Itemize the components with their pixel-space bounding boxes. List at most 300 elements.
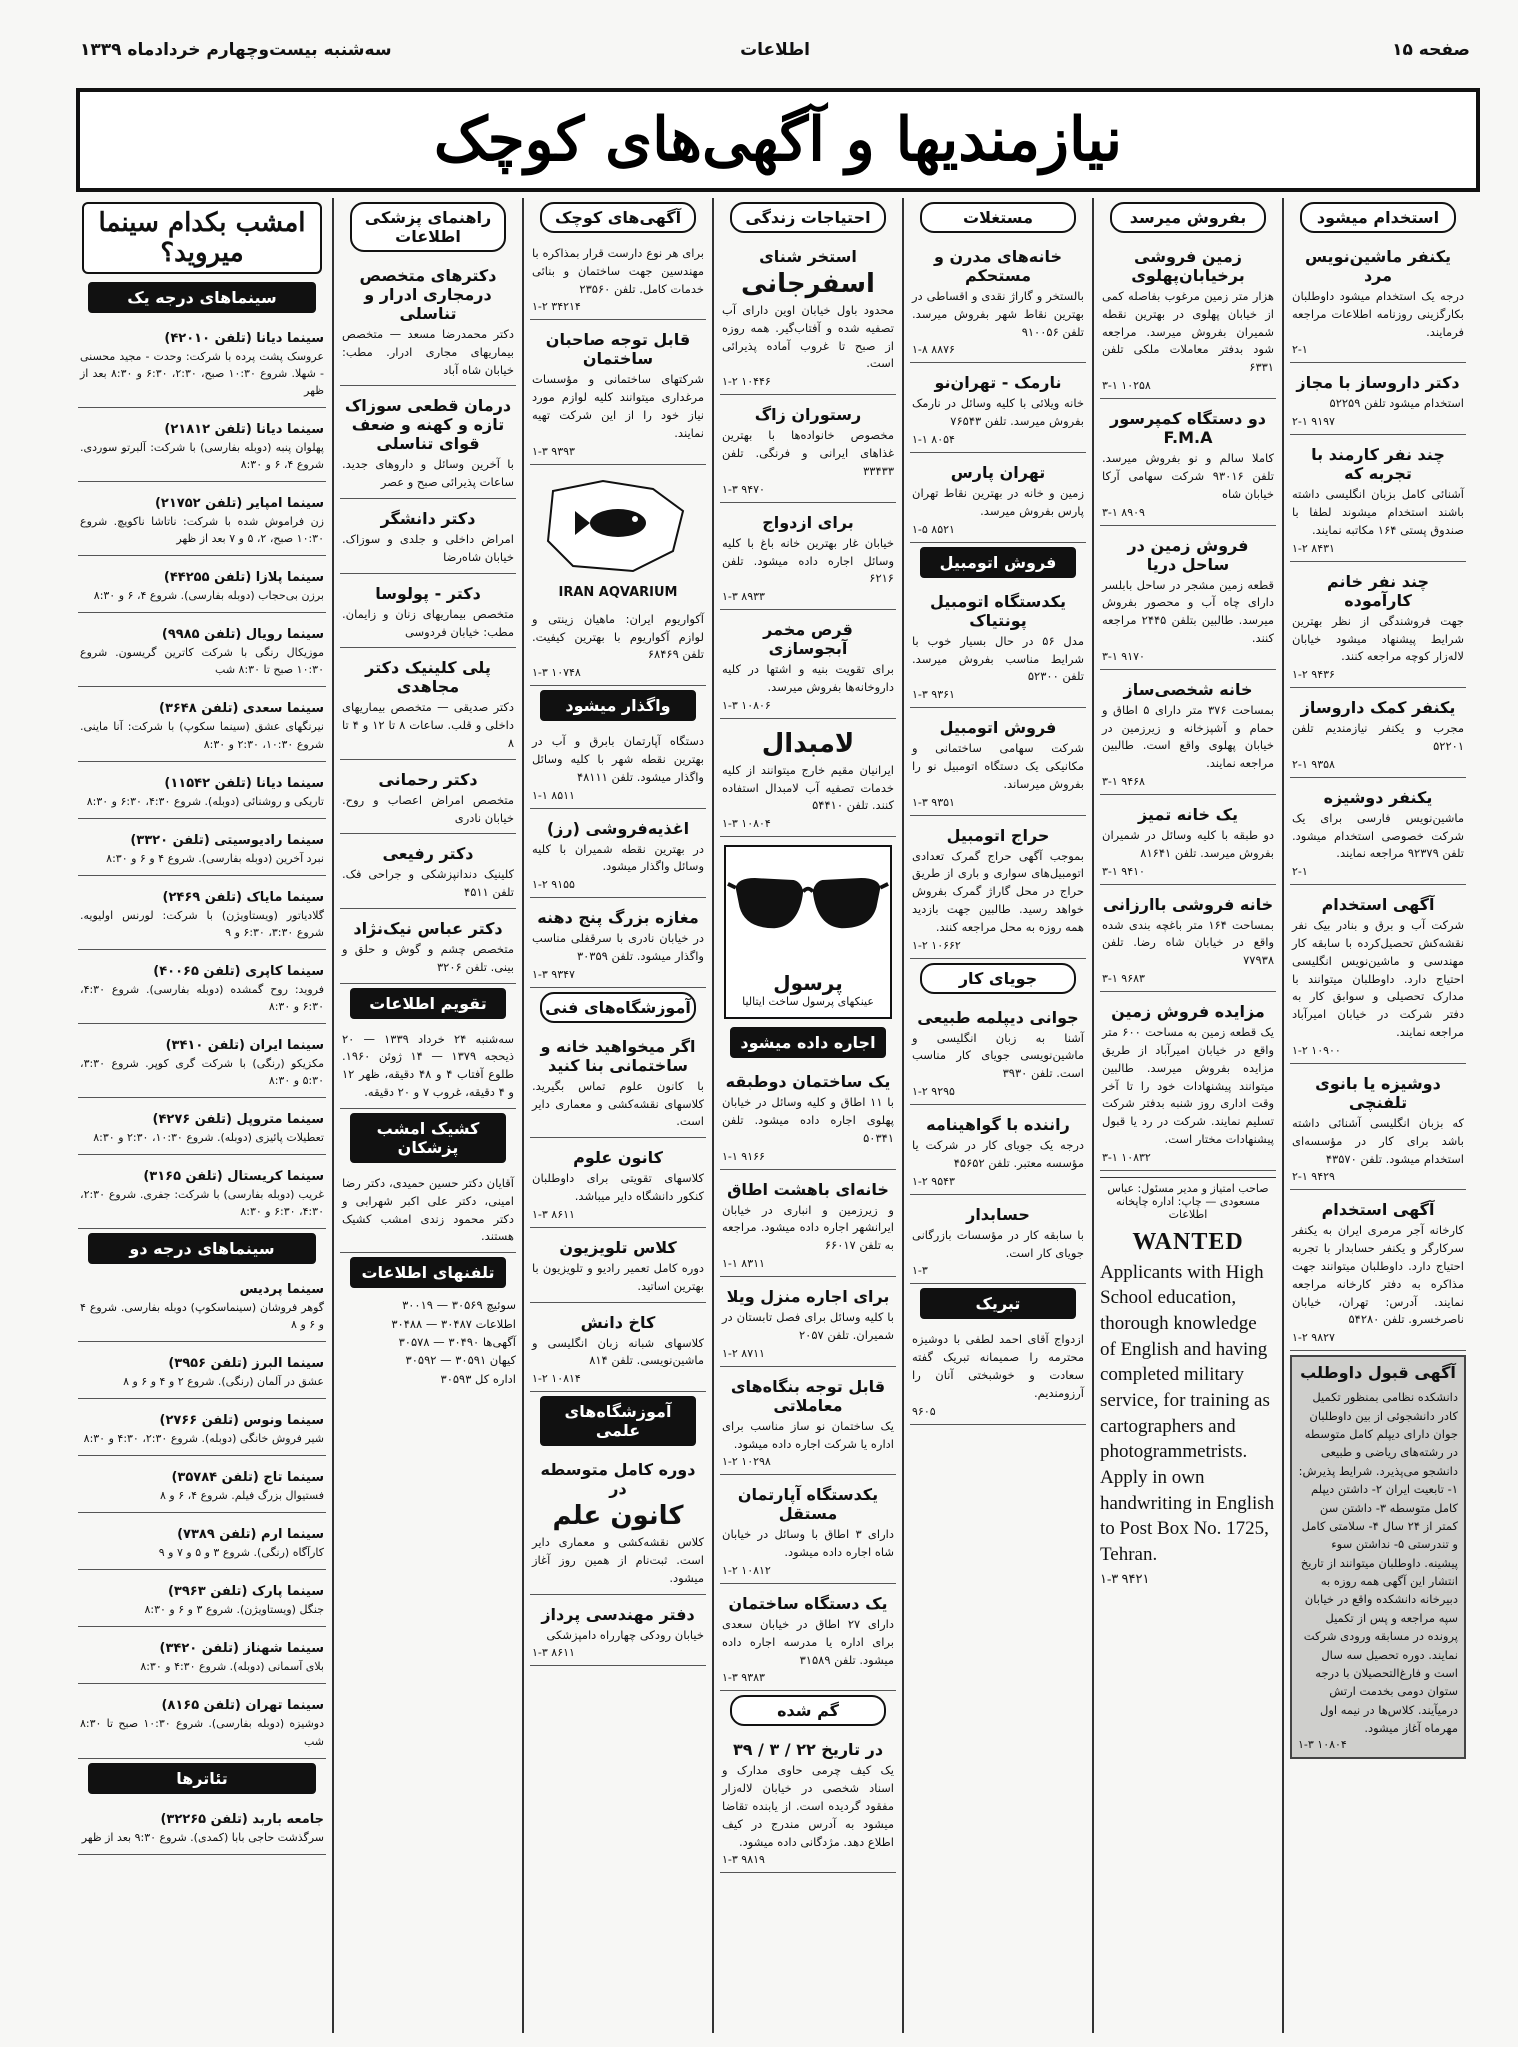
ad-code: ۹۶۰۵ bbox=[912, 1404, 936, 1418]
aquarium-caption: IRAN AQVARIUM bbox=[558, 584, 678, 600]
classified-ad bbox=[720, 1066, 896, 1169]
ad-heading: زمین فروشی برخیابان‌پهلوی bbox=[1131, 247, 1245, 285]
ad-heading: قابل توجه بنگاه‌های معاملاتی bbox=[730, 1376, 886, 1415]
cinema-program: شیر فروش خانگی (دوبله). شروع ۲:۳۰، ۴:۳۰ و ۸:۳۰ bbox=[83, 1432, 324, 1446]
ad-text: آشنا به زبان انگلیسی و ماشین‌نویسی جویای کار مناسب است. تلفن ۳۹۳۰ bbox=[912, 1030, 1084, 1081]
masthead-title: نیازمندیها و آگهی‌های کوچک bbox=[433, 105, 1123, 175]
cinema-listing bbox=[78, 1517, 326, 1570]
cinema-name: سینما پردیس bbox=[239, 1282, 324, 1298]
ad-heading: یک دستگاه ساختمان bbox=[728, 1593, 888, 1613]
ad-list bbox=[910, 1327, 1086, 1424]
ad-text: با آخرین وسائل و داروهای جدید. ساعات پذیرائی صبح و عصر bbox=[342, 457, 514, 490]
ad-text: کلاسهای تقویتی برای داوطلبان کنکور دانشگاه دایر میباشد. bbox=[532, 1171, 704, 1204]
ad-code: ۲-۱ bbox=[1292, 343, 1308, 357]
cinema-program: نبرد آخرین (دوبله بفارسی). شروع ۴ و ۶ و ۸:۳۰ bbox=[106, 851, 324, 865]
ad-code: ۱-۳ ۹۳۹۳ bbox=[532, 444, 575, 458]
ad-text: شرکت آب و برق و بنادر بیک نفر نقشه‌کش تحصیل‌کرده با سابقه کار مهندسی و ماشین‌نویس انگلیسی احتیاج دارد. داوطلبان میتوانند با مدارک تحصیلی و سوابق کار به دفتر شرکت در خیابان امیرآباد مراجعه نمایند. bbox=[1292, 918, 1464, 1040]
cinema-program: گلادیاتور (ویستاویژن) با شرکت: لورنس اولیویه. شروع ۳:۳۰، ۶:۳۰ و ۹ bbox=[80, 908, 324, 939]
section-title: آگهی‌های کوچک bbox=[540, 202, 696, 233]
cinema-listing bbox=[78, 321, 326, 408]
section-title: آموزشگاه‌های فنی bbox=[540, 992, 696, 1023]
ad-text: با ۱۱ اطاق و کلیه وسائل در خیابان پهلوی اجاره داده میشود. تلفن ۵۰۳۴۱ bbox=[722, 1095, 894, 1145]
ad-code: ۳-۱ ۹۴۶۸ bbox=[1102, 775, 1145, 788]
cinema-name: سینما متروپل (تلفن ۴۲۷۶) bbox=[152, 1111, 324, 1127]
ad-heading: تهران پارس bbox=[950, 463, 1046, 483]
ad-code: ۱-۵ ۸۵۲۱ bbox=[912, 522, 955, 536]
classified-ad bbox=[530, 1142, 706, 1228]
ad-text: یک قطعه زمین به مساحت ۶۰۰ متر واقع در خیابان امیرآباد از طریق مزایده بفروش میرسد. طالبین میتوانند پیشنهادات خود را تا آخر وقت اداری روز شنبه بدفتر شرکت تسلیم نمایند. شرکت در رد یا قبول پیشنهادات مختار است. bbox=[1102, 1025, 1274, 1146]
ad-list bbox=[530, 1454, 706, 1666]
classified-ad bbox=[340, 503, 516, 574]
ad-heading: دوشیزه یا بانوی تلفنچی bbox=[1315, 1073, 1441, 1112]
ad-text: بمساحت ۳۷۶ متر دارای ۵ اطاق و حمام و آشپزخانه و زیرزمین در خیابان پهلوی واقع است. طالبین مراجعه نمایند. bbox=[1102, 702, 1274, 771]
ad-code: ۱-۲ ۱۰۲۹۸ bbox=[722, 1455, 771, 1469]
phones-title: تلفنهای اطلاعات bbox=[350, 1257, 506, 1288]
ad-code: ۲-۱ ۹۴۲۹ bbox=[1292, 1170, 1335, 1184]
notice-title: آگهی قبول داوطلب bbox=[1300, 1363, 1456, 1383]
ad-text: کاملا سالم و نو بفروش میرسد. تلفن ۹۳۰۱۶ شرکت سهامی آرکا خیابان شاه bbox=[1102, 451, 1274, 501]
cinema-listing bbox=[78, 691, 326, 761]
ad-text: زمین و خانه در بهترین نقاط تهران پارس بفروش میرسد. bbox=[912, 486, 1084, 518]
cinema-name: سینما ارم (تلفن ۷۳۸۹) bbox=[177, 1527, 324, 1543]
ad-code: ۱-۳ ۹۴۲۱ bbox=[1100, 1571, 1150, 1587]
ad-code: ۱-۳ ۱۰۸۰۴ bbox=[722, 817, 771, 831]
ad-text: درجه یک استخدام میشود داوطلبان بکارگزینی روزنامه اطلاعات مراجعه فرمایند. bbox=[1292, 289, 1464, 339]
column-cinemas bbox=[72, 198, 332, 2033]
cinema-listing bbox=[78, 1460, 326, 1513]
ad-heading: راننده با گواهینامه bbox=[926, 1115, 1070, 1135]
ad-code: ۱-۲ ۱۰۴۴۶ bbox=[722, 375, 771, 389]
ad-heading: خانه شخصی‌ساز bbox=[1123, 679, 1253, 699]
classified-ad bbox=[1100, 799, 1276, 885]
cinema-program: فستیوال بزرگ فیلم. شروع ۴، ۶ و ۸ bbox=[159, 1489, 324, 1503]
ad-list bbox=[530, 241, 706, 465]
calendar-text: سه‌شنبه ۲۴ خرداد ۱۳۳۹ — ۲۰ ذیحجه ۱۳۷۹ — ۱۴ ژوئن ۱۹۶۰. طلوع آفتاب ۴ و ۴۸ دقیقه، ظهر ۱۲ و ۴ دقیقه، غروب ۷ و ۲۰ دقیقه. bbox=[342, 1031, 515, 1100]
ad-text: بالستخر و گاراژ نقدی و اقساطی در بهترین نقاط شهر بفروش میرسد. تلفن ۹۱۰۰۵۶ bbox=[912, 289, 1084, 339]
sunglasses-icon bbox=[726, 847, 890, 967]
classified-ad bbox=[530, 1232, 706, 1303]
classified-ad bbox=[910, 712, 1086, 815]
ad-code: ۱-۳ ۱۰۸۰۴ bbox=[1298, 1737, 1347, 1751]
ad-list bbox=[1290, 241, 1466, 1351]
ad-text: بموجب آگهی حراج گمرک تعدادی اتومبیل‌های سواری و باری از طریق حراج در محل گاراژ گمرک بفروش خواهد رسید. طالبین جهت بازدید همه روزه به محل مراجعه کنند. bbox=[912, 848, 1084, 934]
ad-text: متخصص امراض اعصاب و روح. خیابان نادری bbox=[342, 792, 514, 825]
section-title: آموزشگاه‌های علمی bbox=[540, 1396, 696, 1446]
cinema-program: تاریکی و روشنائی (دوبله). شروع ۴:۳۰، ۶:۳۰ و ۸:۳۰ bbox=[86, 794, 324, 808]
cinema-listing bbox=[78, 880, 326, 950]
classified-ad bbox=[530, 813, 706, 899]
phone-line: اطلاعات ۳۰۴۸۷ — ۳۰۴۸۸ bbox=[391, 1316, 516, 1331]
ad-heading: یکدستگاه اتومبیل پونتیاک bbox=[930, 591, 1066, 630]
classified-ad bbox=[910, 241, 1086, 363]
classified-ad bbox=[340, 838, 516, 909]
ad-text: مدل ۵۶ در حال بسیار خوب با شرایط مناسب بفروش میرسد. تلفن ۵۲۳۰۰ bbox=[912, 633, 1084, 684]
ad-text: آکواریوم ایران: ماهیان زینتی و لوازم آکواریوم با بهترین کیفیت. تلفن ۶۸۴۶۹ bbox=[532, 611, 704, 662]
fish-map-icon bbox=[530, 471, 706, 581]
classified-ad bbox=[910, 1002, 1086, 1105]
column-life-needs bbox=[712, 198, 902, 2033]
ad-text: خانه ویلائی با کلیه وسائل در نارمک بفروش میرسد. تلفن ۷۶۵۴۳ bbox=[912, 396, 1084, 429]
classified-ad bbox=[720, 614, 896, 719]
ad-heading: اگر میخواهید خانه و ساختمانی بنا کنید bbox=[540, 1036, 696, 1075]
classified-ad bbox=[910, 367, 1086, 453]
cinema-program: موزیکال رنگی با شرکت کاترین گریسون. شروع ۱۰:۳۰ صبح تا ۸:۳۰ شب bbox=[80, 646, 324, 677]
section-title: گم شده bbox=[730, 1695, 886, 1726]
persol-brand: پرسول bbox=[773, 971, 843, 996]
classified-ad bbox=[530, 1599, 706, 1667]
ad-code: ۱-۳ ۱۰۷۴۸ bbox=[532, 666, 581, 680]
ad-text: و زیرزمین و انباری در خیابان ایرانشهر اجاره داده میشود. مراجعه به تلفن ۶۶۰۱۷ bbox=[722, 1202, 894, 1253]
ad-heading: قابل توجه صاحبان ساختمان bbox=[545, 330, 691, 369]
ad-list bbox=[720, 241, 896, 837]
pharmacy-text: آقایان دکتر حسین حمیدی، دکتر رضا امینی، دکتر علی اکبر شهرابی و دکتر محمود زندی امشب کشیک هستند. bbox=[342, 1175, 514, 1244]
ad-text: کلاس نقشه‌کشی و معماری دایر است. ثبت‌نام از همین روز آغاز میشود. bbox=[532, 1535, 704, 1585]
ad-text: دو طبقه با کلیه وسائل در شمیران بفروش میرسد. تلفن ۸۱۶۴۱ bbox=[1102, 828, 1274, 860]
ad-code: ۱-۳ ۹۳۵۱ bbox=[912, 795, 955, 809]
ad-text: دارای ۲۷ اطاق در خیابان سعدی برای اداره یا مدرسه اجاره داده میشود. تلفن ۳۱۵۸۹ bbox=[722, 1616, 894, 1667]
classified-ad bbox=[910, 1109, 1086, 1195]
cinema-program: گوهر فروشان (سینماسکوپ) دوبله بفارسی. شروع ۴ و ۶ و ۸ bbox=[80, 1301, 324, 1332]
cinema-program: زن فراموش شده با شرکت: ناتاشا ناکویچ. شروع ۱۰:۳۰ صبح، ۲، ۵ و ۷ بعد از ظهر bbox=[80, 515, 324, 546]
cinema-list bbox=[78, 1802, 326, 1855]
ad-code: ۱-۲ ۹۵۴۳ bbox=[912, 1174, 955, 1188]
ad-heading: پلی کلینیک دکتر مجاهدی bbox=[365, 658, 491, 697]
ad-heading: حراج اتومبیل bbox=[946, 825, 1050, 845]
cinema-program: تعطیلات پائیزی (دوبله). شروع ۱۰:۳۰، ۲:۳۰ و ۸:۳۰ bbox=[93, 1130, 324, 1144]
phone-line: سوئیچ ۳۰۵۶۹ — ۳۰۰۱۹ bbox=[402, 1298, 516, 1313]
cinema-listing bbox=[78, 954, 326, 1024]
ad-code: ۱-۱ ۸۳۱۱ bbox=[722, 1257, 765, 1271]
cinema-name: سینما ونوس (تلفن ۲۷۶۶) bbox=[159, 1413, 324, 1429]
pharmacy-title: کشیک امشب پزشکان bbox=[350, 1113, 506, 1163]
cinema-program: بلای آسمانی (دوبله). شروع ۴:۳۰ و ۸:۳۰ bbox=[140, 1660, 324, 1674]
section-title: سینماهای درجه دو bbox=[88, 1233, 316, 1264]
ad-text: هزار متر زمین مرغوب بفاصله کمی از خیابان پهلوی در بهترین نقطه شمیران بفروش میرسد. مراجعه شود بدفتر معاملات ملکی تلفن ۶۳۳۱ bbox=[1102, 289, 1274, 375]
issue-date: سه‌شنبه بیست‌وچهارم خردادماه ۱۳۳۹ bbox=[80, 40, 392, 60]
cinema-listing bbox=[78, 560, 326, 613]
cinema-list bbox=[78, 321, 326, 1229]
ad-heading: رستوران زاگ bbox=[754, 405, 862, 425]
cinema-name: سینما مایاک (تلفن ۲۴۶۹) bbox=[162, 889, 324, 905]
classified-ad bbox=[1290, 782, 1466, 885]
ad-heading: یک خانه تمیز bbox=[1138, 805, 1238, 824]
ad-heading: مزایده فروش زمین bbox=[1111, 1002, 1265, 1022]
ad-text: با کلیه وسائل برای فصل تابستان در شمیران. تلفن ۲۰۵۷ bbox=[722, 1310, 894, 1342]
classified-ad bbox=[1290, 889, 1466, 1064]
classified-ad bbox=[530, 1454, 706, 1594]
classified-ad bbox=[1100, 889, 1276, 992]
cinema-program: کارآگاه (رنگی). شروع ۳ و ۵ و ۷ و ۹ bbox=[158, 1546, 324, 1560]
ad-code: ۱-۲ ۱۰۸۱۲ bbox=[722, 1563, 771, 1577]
ad-text: برای هر نوع دارست قرار بمذاکره با مهندسین جهت ساختمان و بنائی خدمات کامل. تلفن ۲۳۵۶۰ bbox=[532, 246, 704, 296]
ad-text: دکتر محمدرضا مسعد — متخصص بیماریهای مجاری ادرار. مطب: خیابان شاه آباد bbox=[342, 327, 514, 377]
ad-text: دارای ۳ اطاق با وسائل در خیابان شاه اجاره داده میشود. bbox=[722, 1527, 894, 1560]
ad-text: بمساحت ۱۶۴ متر باغچه بندی شده واقع در خیابان شاه رضا. تلفن ۷۷۹۳۸ bbox=[1102, 917, 1275, 968]
ad-heading: درمان قطعی سوزاک تازه و کهنه و ضعف قوای تناسلی bbox=[344, 396, 512, 454]
ad-text: یک کیف چرمی حاوی مدارک و اسناد شخصی در خیابان لاله‌زار مفقود گردیده است. از یابنده تقاضا میشود به آدرس مندرج در کیف اطلاع دهد. مژدگانی داده میشود. bbox=[722, 1763, 894, 1849]
newspaper-name: اطلاعات bbox=[740, 40, 810, 60]
ad-text: کلاسهای شبانه زبان انگلیسی و ماشین‌نویسی. تلفن ۸۱۴ bbox=[532, 1335, 704, 1368]
ad-heading: یکنفر ماشین‌نویس مرد bbox=[1304, 247, 1452, 285]
ad-text: جهت فروشندگی از نظر بهترین شرایط پیشنهاد میشود خیابان لاله‌زار کوچه مراجعه کنند. bbox=[1292, 613, 1464, 664]
section-title: تبریک bbox=[920, 1288, 1076, 1319]
ad-heading: در تاریخ ۲۲ / ۳ / ۳۹ bbox=[732, 1740, 884, 1760]
ad-text: دستگاه آپارتمان بابرق و آب در بهترین نقطه شهر با کلیه وسائل واگذار میشود. تلفن ۴۸۱۱۱ bbox=[532, 734, 704, 784]
ad-text: با کانون علوم تماس بگیرید. کلاسهای نقشه‌کشی و معماری دایر است. bbox=[532, 1078, 704, 1129]
ad-text: دکتر صدیقی — متخصص بیماریهای داخلی و قلب. ساعات ۸ تا ۱۲ و ۴ تا ۸ bbox=[342, 700, 514, 750]
cinema-listing bbox=[78, 1102, 326, 1155]
ad-heading: جوانی دیپلمه طبیعی bbox=[917, 1007, 1079, 1027]
ad-heading: اغذیه‌فروشی (رز) bbox=[546, 818, 690, 838]
ad-heading: برای اجاره منزل ویلا bbox=[726, 1287, 890, 1307]
classified-ad bbox=[340, 764, 516, 835]
publisher-credit: صاحب امتیاز و مدیر مسئول: عباس مسعودی — چاپ: اداره چاپخانه اطلاعات bbox=[1100, 1177, 1276, 1221]
cinema-program: مکزیکو (رنگی) با شرکت گری کوپر. شروع ۳:۳۰، ۵:۳۰ و ۸:۳۰ bbox=[80, 1056, 324, 1087]
ad-code: ۱-۲ ۸۷۱۱ bbox=[722, 1346, 765, 1360]
ad-text: مجرب و یکنفر نیازمندیم تلفن ۵۲۲۰۱ bbox=[1292, 721, 1464, 753]
cinema-listing bbox=[78, 1159, 326, 1229]
notice-text: دانشکده نظامی بمنظور تکمیل کادر دانشجوئی از بین داوطلبان جوان دارای دیپلم کامل متوسطه در رشته‌های ریاضی و طبیعی دانشجو می‌پذیرد. شرایط پذیرش: ۱- تابعیت ایران ۲- داشتن دیپلم کامل متوسطه ۳- داشتن سن کمتر از ۲۴ سال ۴- سلامتی کامل و تندرستی ۵- نداشتن سوء پیشینه. داوطلبان میتوانند از تاریخ انتشار این آگهی همه روزه به دبیرخانه دانشکده واقع در خیابان سپه مراجعه و پس از تکمیل پرونده در مسابقه ورودی شرکت نمایند. دوره تحصیل سه سال است و فارغ‌التحصیلان با درجه ستوان دومی بخدمت ارتش درمیآیند. کلاس‌ها در نیمه اول مهرماه آغاز میشود. bbox=[1298, 1390, 1458, 1736]
ad-heading: یکدستگاه آپارتمان مستقل bbox=[737, 1485, 879, 1524]
classified-ad bbox=[1290, 566, 1466, 688]
classified-ad bbox=[1290, 241, 1466, 363]
ad-code: ۱-۲ ۹۲۹۵ bbox=[912, 1085, 955, 1099]
cinema-name: سینما تاج (تلفن ۳۵۷۸۴) bbox=[171, 1470, 324, 1486]
ad-heading: چند نفر خانم کارآموده bbox=[1326, 571, 1429, 610]
masthead bbox=[76, 88, 1480, 192]
classified-ad bbox=[720, 1281, 896, 1367]
ad-code: ۳-۱ ۱۰۲۵۸ bbox=[1102, 379, 1151, 393]
column-for-sale bbox=[1092, 198, 1282, 2033]
ad-code: ۱-۳ ۸۶۱۱ bbox=[532, 1207, 575, 1221]
aquarium-advert bbox=[530, 471, 706, 601]
ad-text: در بهترین نقطه شمیران با کلیه وسائل واگذار میشود. bbox=[532, 841, 704, 874]
cinema-program: پهلوان پنبه (دوبله بفارسی) با شرکت: آلبرتو سوردی. شروع ۴، ۶ و ۸:۳۰ bbox=[80, 441, 324, 472]
classified-ad bbox=[1100, 674, 1276, 795]
classified-ad bbox=[1100, 403, 1276, 525]
cinema-name: سینما امپایر (تلفن ۲۱۷۵۲) bbox=[154, 496, 324, 512]
calendar-title: تقویم اطلاعات bbox=[350, 988, 506, 1019]
ad-code: ۱-۲ ۸۴۳۱ bbox=[1292, 541, 1335, 555]
ad-headline: لامبدال bbox=[761, 728, 855, 759]
ad-headline: کانون علم bbox=[552, 1501, 684, 1532]
ad-code: ۱-۲ ۱۰۹۰۰ bbox=[1292, 1043, 1341, 1057]
cinema-listing bbox=[78, 1403, 326, 1456]
ad-heading: خانه فروشی باارزانی bbox=[1102, 894, 1274, 914]
cinema-list bbox=[78, 1272, 326, 1758]
ad-code: ۱-۲ ۱۰۶۶۲ bbox=[912, 938, 961, 952]
cinema-program: دوشیزه (دوبله بفارسی). شروع ۱۰:۳۰ صبح تا ۸:۳۰ شب bbox=[80, 1717, 324, 1748]
ad-code: ۳-۱ ۸۹۰۹ bbox=[1102, 505, 1145, 519]
ad-heading: فروش اتومبیل bbox=[939, 718, 1057, 738]
ad-code: ۱-۱ ۹۱۶۶ bbox=[722, 1149, 765, 1163]
ad-heading: برای ازدواج bbox=[762, 512, 854, 532]
cinema-listing bbox=[78, 1028, 326, 1098]
ad-heading: دوره کامل متوسطه در bbox=[540, 1460, 696, 1499]
ad-code: ۱-۳ ۹۴۷۰ bbox=[722, 482, 765, 496]
cinema-program: فروید: روح گمشده (دوبله بفارسی). شروع ۴:۳۰، ۶:۳۰ و ۸:۳۰ bbox=[80, 982, 324, 1013]
cinema-listing bbox=[78, 412, 326, 482]
classified-ad bbox=[1290, 1194, 1466, 1351]
cinema-listing bbox=[78, 823, 326, 876]
ad-text: کارخانه آجر مرمری ایران به یکنفر سرکارگر و یکنفر حسابدار با تجربه احتیاج دارد. داوطلبان میتوانند جهت مذاکره به دفتر کارخانه مراجعه نمایند. آدرس: تهران، خیابان ناصرخسرو. تلفن ۵۴۲۸۰ bbox=[1292, 1223, 1464, 1327]
classified-ad bbox=[1290, 1068, 1466, 1190]
ad-code: ۱-۱ ۸۵۱۱ bbox=[532, 788, 575, 802]
cinema-name: سینما پارک (تلفن ۳۹۶۳) bbox=[167, 1584, 324, 1600]
cinema-name: سینما شهناز (تلفن ۳۴۲۰) bbox=[159, 1641, 324, 1657]
ad-code: ۱-۳ bbox=[912, 1264, 928, 1278]
cinema-listing bbox=[78, 766, 326, 819]
classified-ad bbox=[910, 457, 1086, 543]
cinema-name: سینما البرز (تلفن ۳۹۵۶) bbox=[168, 1356, 324, 1372]
ad-heading: یکنفر دوشیزه bbox=[1323, 787, 1433, 807]
ad-code: ۱-۳ ۹۳۶۱ bbox=[912, 688, 955, 702]
ad-heading: آگهی استخدام bbox=[1321, 895, 1435, 915]
classified-ad bbox=[340, 260, 516, 386]
ad-list bbox=[720, 1734, 896, 1873]
ad-heading: دکتر داروساز با مجاز bbox=[1296, 373, 1460, 393]
classified-ad bbox=[720, 241, 896, 395]
classified-ad bbox=[530, 324, 706, 464]
section-title: بفروش میرسد bbox=[1110, 202, 1266, 233]
ad-text: برای تقویت بنیه و اشتها در کلیه داروخانه‌ها بفروش میرسد. bbox=[722, 662, 894, 694]
classified-ad bbox=[910, 820, 1086, 959]
persol-advert bbox=[724, 845, 892, 1019]
ad-code: ۲-۱ ۹۳۵۸ bbox=[1292, 757, 1335, 771]
section-title: استخدام میشود bbox=[1300, 202, 1456, 233]
ad-text: یک ساختمان نو ساز مناسب برای اداره یا شرکت اجاره داده میشود. bbox=[722, 1418, 894, 1451]
ad-list bbox=[340, 260, 516, 984]
section-title: راهنمای پزشکی اطلاعات bbox=[350, 202, 506, 252]
ad-text: خیابان غار بهترین خانه باغ با کلیه وسائل اجاره داده میشود. تلفن ۶۲۱۶ bbox=[722, 535, 894, 586]
cinema-name: سینما ایران (تلفن ۳۴۱۰) bbox=[165, 1037, 324, 1053]
ad-heading: خانه‌های مدرن و مستحکم bbox=[933, 247, 1063, 285]
ad-heading: نارمک - تهران‌نو bbox=[934, 373, 1062, 393]
classified-ad bbox=[910, 1199, 1086, 1285]
ad-code: ۱-۲ ۳۴۲۱۴ bbox=[532, 300, 581, 314]
ad-heading: فروش زمین در ساحل دریا bbox=[1127, 535, 1249, 574]
cinema-listing bbox=[78, 1574, 326, 1627]
ad-list bbox=[910, 241, 1086, 543]
ad-heading: قرص مخمر آبجوسازی bbox=[763, 620, 853, 659]
ad-code: ۱-۳ ۸۶۱۱ bbox=[532, 1646, 575, 1660]
persol-note: عینکهای پرسول ساخت ایتالیا bbox=[742, 995, 874, 1009]
ad-list bbox=[910, 586, 1086, 959]
ad-text: کلینیک دندانپزشکی و جراحی فک. تلفن ۴۵۱۱ bbox=[342, 867, 514, 900]
ad-text: خیابان رودکی چهارراه دامپزشکی bbox=[546, 1627, 704, 1642]
ad-heading: دفتر مهندسی پرداز bbox=[541, 1604, 695, 1624]
ad-text: متخصص بیماریهای زنان و زایمان. مطب: خیابان فردوسی bbox=[342, 606, 514, 639]
classified-ad bbox=[1290, 367, 1466, 435]
section-title: تئاترها bbox=[88, 1763, 316, 1794]
cinema-listing bbox=[78, 617, 326, 687]
ad-heading: آگهی استخدام bbox=[1321, 1200, 1435, 1220]
ad-text: ازدواج آقای احمد لطفی با دوشیزه محترمه را صمیمانه تبریک گفته سعادت و خوشبختی آنان را آرزومندیم. bbox=[912, 1332, 1084, 1400]
ad-list bbox=[530, 1031, 706, 1392]
cinema-name: سینما کاپری (تلفن ۴۰۰۶۵) bbox=[153, 963, 324, 979]
section-title: مستغلات bbox=[920, 202, 1076, 233]
phone-line: اداره کل ۳۰۵۹۳ bbox=[440, 1371, 516, 1386]
classified-ad bbox=[1100, 530, 1276, 670]
ad-heading: یکنفر کمک داروساز bbox=[1300, 698, 1456, 718]
wanted-title: WANTED bbox=[1132, 1228, 1244, 1255]
classified-ad bbox=[340, 390, 516, 499]
classified-ad bbox=[720, 723, 896, 837]
classified-ad bbox=[910, 586, 1086, 708]
ad-text: مخصوص خانواده‌ها با بهترین غذاهای ایرانی و فرنگی. تلفن ۳۳۴۳۳ bbox=[722, 428, 894, 478]
section-title: فروش اتومبیل bbox=[920, 547, 1076, 578]
wanted-ad bbox=[1100, 1229, 1276, 1588]
cinema-name: سینما دیانا (تلفن ۱۱۵۴۲) bbox=[164, 775, 324, 791]
ad-heading: دکتر رحمانی bbox=[378, 769, 478, 789]
ad-heading: حسابدار bbox=[966, 1204, 1030, 1224]
cinema-program: جنگل (ویستاویژن). شروع ۳ و ۶ و ۸:۳۰ bbox=[144, 1603, 324, 1617]
classified-ad bbox=[720, 1588, 896, 1691]
aquarium-text bbox=[530, 607, 706, 686]
page-number: صفحه ۱۵ bbox=[1392, 40, 1470, 60]
ad-heading: مغازه بزرگ پنج دهنه bbox=[537, 908, 699, 928]
ad-heading: کاخ دانش bbox=[580, 1312, 656, 1332]
cinema-listing bbox=[78, 486, 326, 556]
classified-ad bbox=[720, 1174, 896, 1277]
classified-ad bbox=[720, 1734, 896, 1873]
ad-heading: چند نفر کارمند با تجربه که bbox=[1311, 445, 1445, 484]
military-academy-notice bbox=[1290, 1355, 1466, 1758]
cinema-listing bbox=[78, 1688, 326, 1758]
classified-ad bbox=[720, 1371, 896, 1476]
ad-code: ۱-۳ ۱۰۸۰۶ bbox=[722, 698, 771, 712]
column-real-estate bbox=[902, 198, 1092, 2033]
classified-ad bbox=[720, 507, 896, 610]
ad-code: ۱-۸ ۸۸۷۶ bbox=[912, 343, 955, 357]
classified-ad bbox=[1290, 439, 1466, 561]
cinema-listing bbox=[78, 1802, 326, 1855]
cinema-program: عروسک پشت پرده با شرکت: وحدت - مجید محسنی - شهلا. شروع ۱۰:۳۰ صبح، ۲:۳۰، ۶:۳۰ و ۸:۳۰ بعد از ظهر bbox=[80, 350, 324, 398]
phone-line: کیهان ۳۰۵۹۱ — ۳۰۵۹۲ bbox=[405, 1353, 516, 1368]
ad-code: ۲-۱ bbox=[1292, 865, 1308, 879]
ad-text: با سابقه کار در مؤسسات بازرگانی جویای کار است. bbox=[912, 1227, 1084, 1260]
cinema-name: سینما رادیوسیتی (تلفن ۳۳۲۰) bbox=[130, 832, 324, 848]
cinema-name: سینما سعدی (تلفن ۳۶۴۸) bbox=[158, 701, 324, 717]
ad-heading: دو دستگاه کمپرسور F.M.A bbox=[1109, 409, 1267, 448]
ad-code: ۱-۳ ۹۳۴۷ bbox=[532, 967, 575, 981]
ad-heading: خانه‌ای باهشت اطاق bbox=[727, 1179, 889, 1199]
ad-heading: یک ساختمان دوطبقه bbox=[725, 1072, 891, 1092]
classified-ad bbox=[530, 1031, 706, 1138]
section-title: اجاره داده میشود bbox=[730, 1027, 886, 1058]
cinema-program: برزن بی‌حجاب (دوبله بفارسی). شروع ۴، ۶ و ۸:۳۰ bbox=[93, 589, 324, 603]
ad-text: درجه یک جویای کار در شرکت یا مؤسسه معتبر. تلفن ۴۵۶۵۲ bbox=[912, 1138, 1084, 1170]
classified-ad bbox=[910, 1327, 1086, 1424]
classified-ad bbox=[530, 241, 706, 320]
ad-text: امراض داخلی و جلدی و سوزاک. خیابان شاه‌رضا bbox=[342, 532, 514, 564]
cinema-headline: امشب بکدام سینما میروید؟ bbox=[82, 202, 322, 274]
section-title: واگذار میشود bbox=[540, 690, 696, 721]
ad-list bbox=[720, 1066, 896, 1691]
ad-code: ۱-۲ ۹۴۳۶ bbox=[1292, 668, 1335, 682]
cinema-program: غریب (دوبله بفارسی) با شرکت: جفری. شروع ۲:۳۰، ۴:۳۰، ۶:۳۰ و ۸:۳۰ bbox=[80, 1187, 324, 1219]
ad-code: ۳-۱ ۹۶۸۳ bbox=[1102, 972, 1145, 986]
ad-text: استخدام میشود تلفن ۵۲۲۵۹ bbox=[1329, 396, 1464, 411]
ad-text: شرکتهای ساختمانی و مؤسسات مرغداری میتوانند کلیه لوازم مورد نیاز خود را از این شرکت تهیه نمایند. bbox=[532, 372, 704, 440]
classified-ad bbox=[530, 1307, 706, 1393]
cinema-listing bbox=[78, 1346, 326, 1399]
ad-text: شرکت سهامی ساختمانی و مکانیکی یک دستگاه اتومبیل نو را بفروش میرساند. bbox=[912, 741, 1084, 791]
ad-list bbox=[530, 729, 706, 988]
ad-text: دوره کامل تعمیر رادیو و تلویزیون با بهترین اساتید. bbox=[532, 1260, 704, 1293]
cinema-program: سرگذشت حاجی بابا (کمدی). شروع ۹:۳۰ بعد از ظهر bbox=[81, 1830, 324, 1844]
ad-text: در خیابان نادری با سرقفلی مناسب واگذار میشود. تلفن ۳۰۳۵۹ bbox=[532, 931, 704, 963]
